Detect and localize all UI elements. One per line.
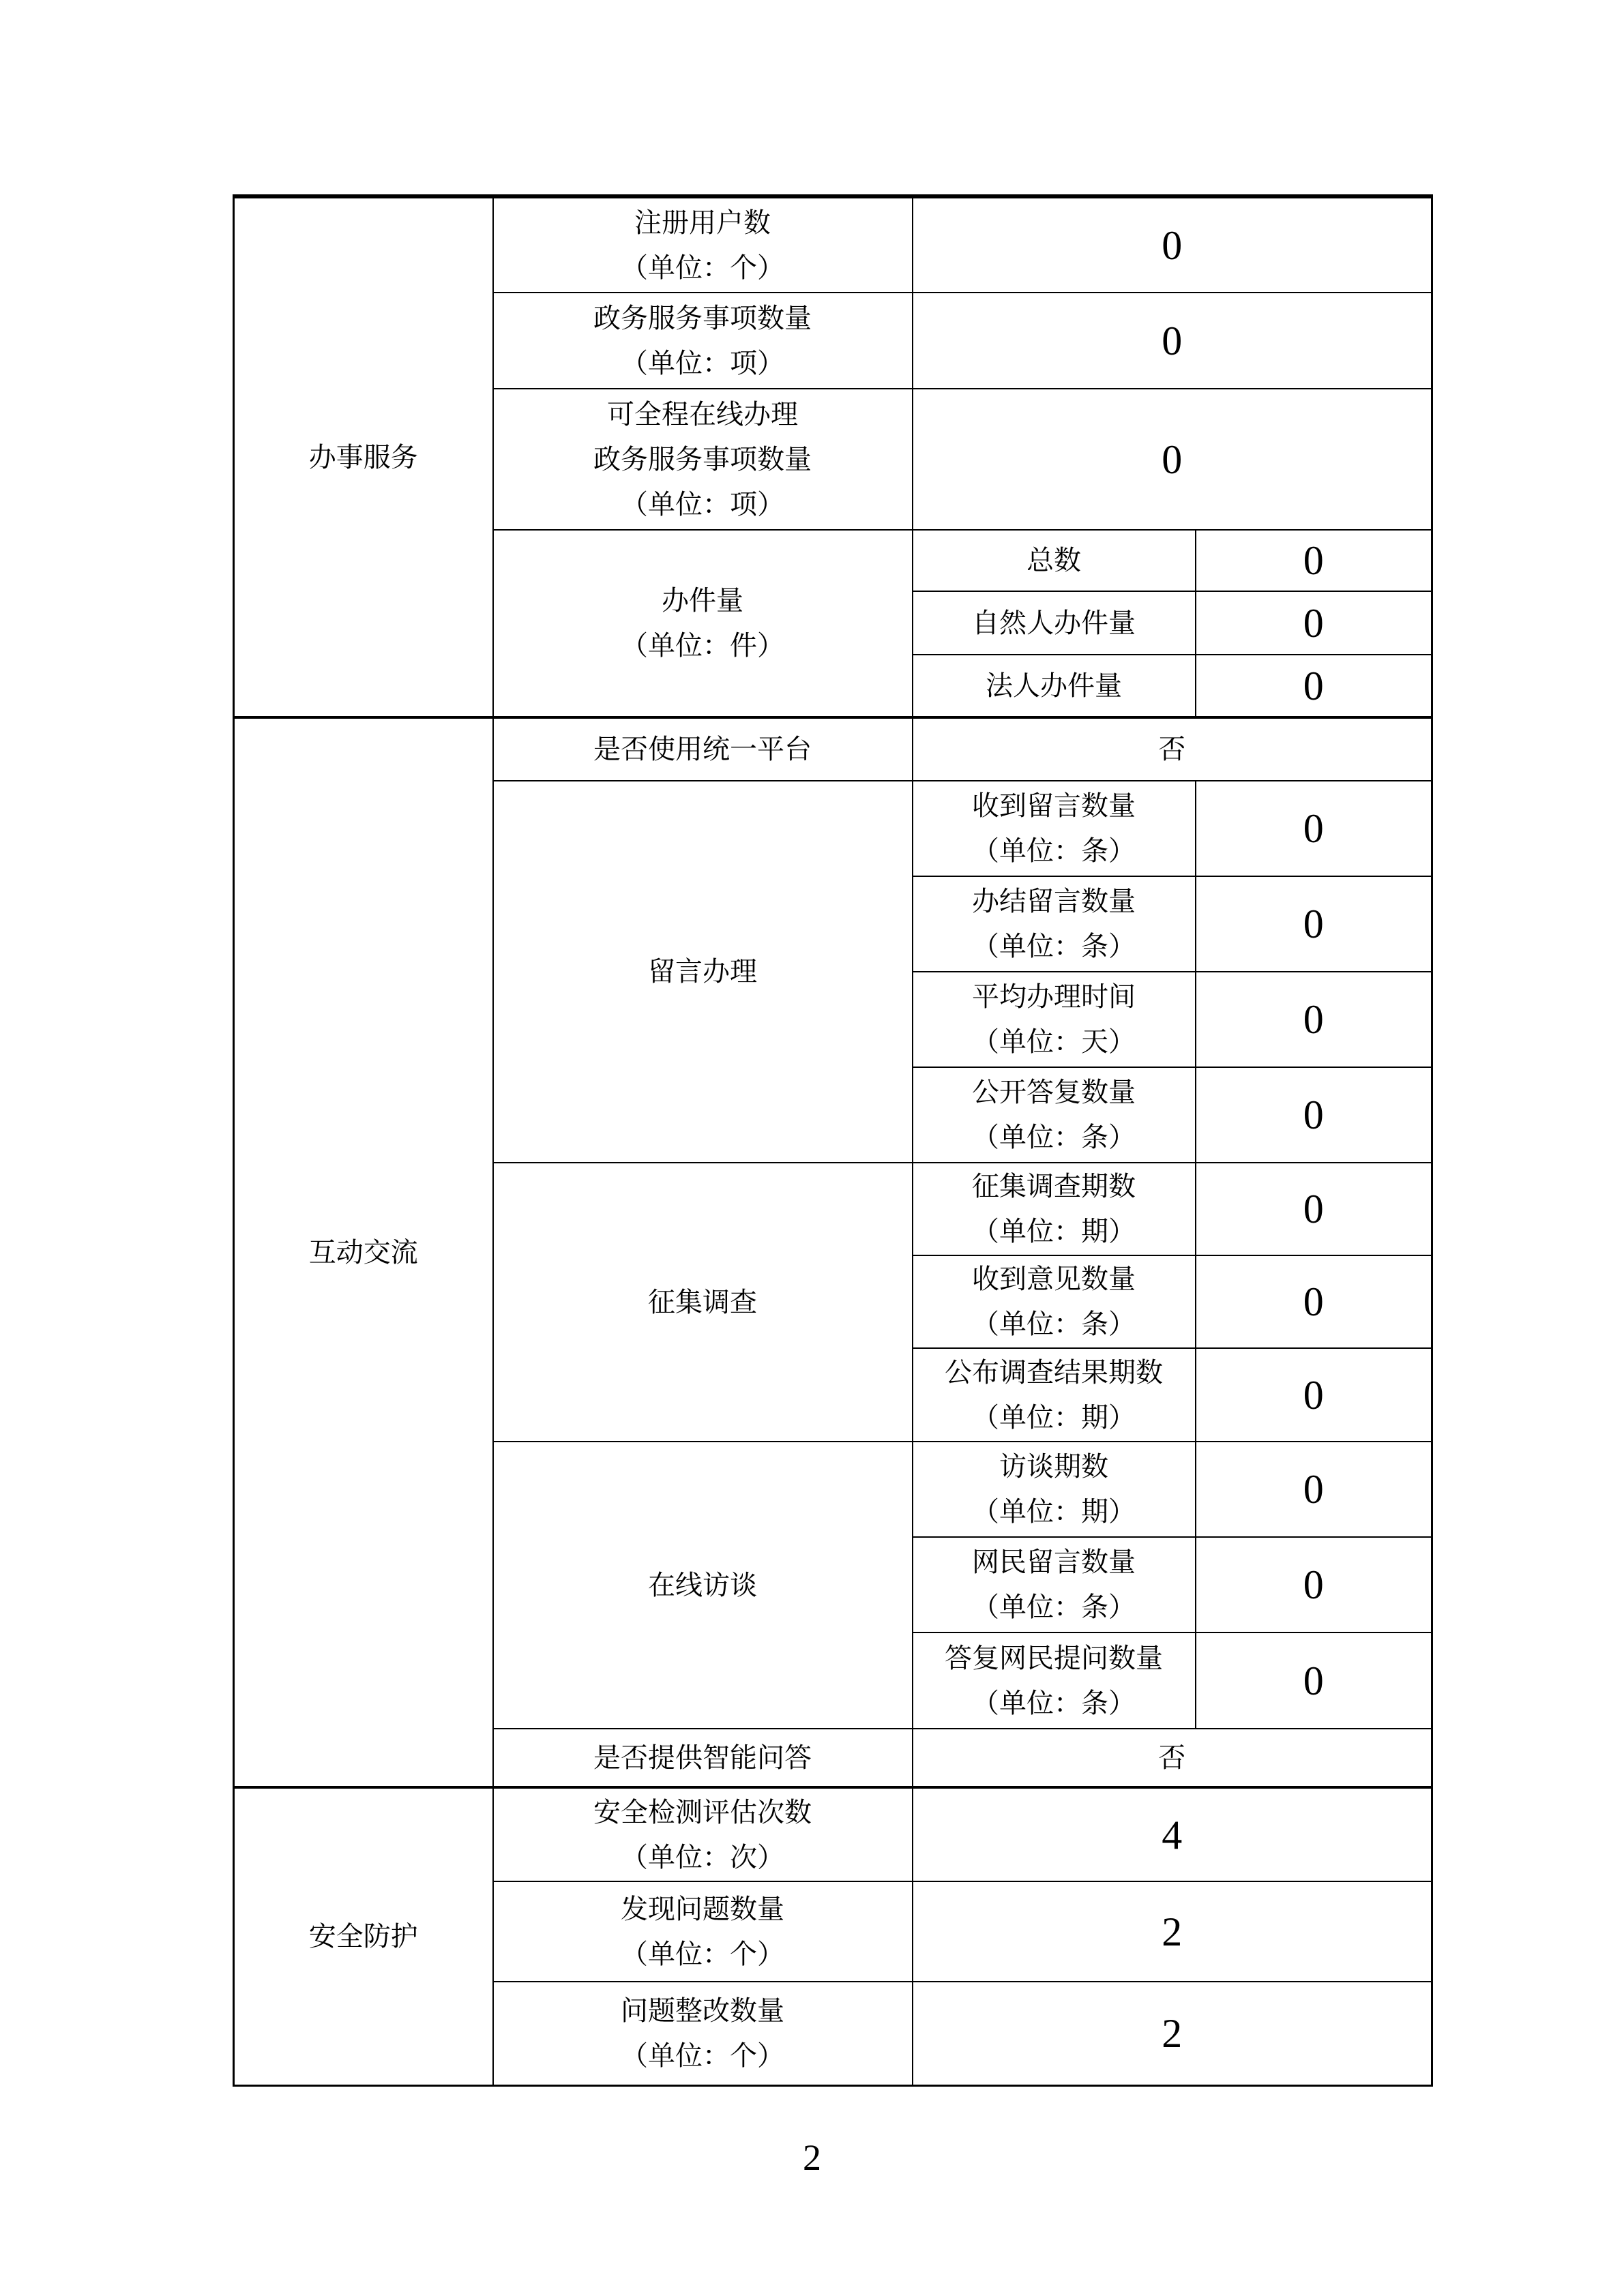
- item-label: 办件量: [662, 585, 743, 616]
- subitem-label-cell: [913, 1632, 1196, 1729]
- subitem-unit: （单位：条）: [972, 1687, 1136, 1718]
- item-unit: （单位：件）: [621, 630, 784, 661]
- subitem-label: 公布调查结果期数: [945, 1356, 1163, 1388]
- value-cell: 0: [1196, 1537, 1432, 1632]
- item-label: 政务服务事项数量: [593, 302, 812, 333]
- item-label-cell: [493, 196, 913, 293]
- subitem-label-cell: [913, 1163, 1196, 1255]
- subitem-label-cell: [913, 1442, 1196, 1537]
- value-cell: 0: [1196, 1632, 1432, 1729]
- subitem-unit: （单位：天）: [972, 1026, 1136, 1057]
- item-unit: （单位：个）: [621, 1938, 784, 1969]
- item-label-cell: [493, 1982, 913, 2085]
- section-name: 办事服务: [308, 441, 418, 473]
- item-unit: （单位：次）: [621, 1841, 784, 1873]
- item-label: 可全程在线办理: [607, 398, 798, 430]
- subitem-label: 答复网民提问数量: [945, 1642, 1163, 1673]
- item-label: 是否使用统一平台: [593, 734, 812, 764]
- subitem-label: 征集调查期数: [972, 1171, 1136, 1202]
- item-label-cell: [493, 389, 913, 530]
- subitem-unit: （单位：条）: [972, 1592, 1136, 1622]
- subitem-label-cell: [913, 1067, 1196, 1163]
- section-name-cell: [234, 717, 493, 1787]
- table-row: [234, 717, 1432, 781]
- value-cell: 0: [1196, 781, 1432, 876]
- item-group-cell: [493, 530, 913, 717]
- value-cell: 0: [913, 293, 1432, 389]
- item-unit: （单位：个）: [621, 2040, 784, 2071]
- annual-report-table: [233, 194, 1433, 2087]
- value-cell: 0: [913, 389, 1432, 530]
- item-label-cell: [493, 293, 913, 389]
- value-cell: 0: [1196, 1348, 1432, 1442]
- item-label: 问题整改数量: [621, 1995, 784, 2026]
- value-cell: 2: [913, 1881, 1432, 1982]
- subitem-label-cell: [913, 876, 1196, 972]
- page-number: 2: [803, 2137, 821, 2178]
- subitem-label-cell: [913, 1255, 1196, 1348]
- item-label: 在线访谈: [648, 1569, 757, 1600]
- subitem-label: 收到留言数量: [972, 790, 1136, 821]
- subitem-label-cell: [913, 530, 1196, 591]
- value-cell: 0: [1196, 876, 1432, 972]
- item-label: 安全检测评估次数: [593, 1796, 812, 1828]
- item-unit: （单位：项）: [621, 488, 784, 520]
- subitem-label-cell: [913, 591, 1196, 655]
- value-cell: 2: [913, 1982, 1432, 2085]
- subitem-unit: （单位：期）: [972, 1216, 1136, 1247]
- subitem-unit: （单位：期）: [972, 1496, 1136, 1527]
- item-label: 政务服务事项数量: [593, 443, 812, 475]
- subitem-unit: （单位：条）: [972, 1309, 1136, 1339]
- item-label: 注册用户数: [634, 207, 771, 238]
- subitem-label: 办结留言数量: [972, 886, 1136, 916]
- subitem-unit: （单位：期）: [972, 1401, 1136, 1433]
- item-group-cell: [493, 1163, 913, 1442]
- section-name: 安全防护: [308, 1920, 418, 1952]
- value-cell: 0: [1196, 655, 1432, 717]
- item-label-cell: [493, 1787, 913, 1881]
- item-group-cell: [493, 781, 913, 1163]
- item-label: 发现问题数量: [621, 1893, 784, 1924]
- item-label-cell: [493, 1881, 913, 1982]
- item-unit: （单位：项）: [621, 347, 784, 378]
- item-label: 征集调查: [648, 1286, 757, 1317]
- value-cell: 0: [1196, 1163, 1432, 1255]
- value-cell: 0: [1196, 1067, 1432, 1163]
- value-cell: 0: [913, 196, 1432, 293]
- subitem-label: 法人办件量: [986, 670, 1122, 701]
- section-name: 互动交流: [308, 1236, 418, 1268]
- item-label-cell: [493, 1729, 913, 1787]
- subitem-label-cell: [913, 1537, 1196, 1632]
- subitem-label: 总数: [1027, 545, 1081, 576]
- item-label: 留言办理: [648, 956, 757, 987]
- value-cell: 0: [1196, 972, 1432, 1067]
- subitem-label: 自然人办件量: [972, 607, 1136, 638]
- section-name-cell: [234, 196, 493, 717]
- subitem-label: 网民留言数量: [972, 1547, 1136, 1577]
- subitem-label-cell: [913, 972, 1196, 1067]
- value-cell: 0: [1196, 591, 1432, 655]
- value-cell: 否: [913, 717, 1432, 781]
- subitem-unit: （单位：条）: [972, 1122, 1136, 1152]
- table-row: [234, 196, 1432, 293]
- item-label: 是否提供智能问答: [593, 1742, 812, 1773]
- subitem-label-cell: [913, 655, 1196, 717]
- item-group-cell: [493, 1442, 913, 1729]
- subitem-label-cell: [913, 781, 1196, 876]
- subitem-label: 收到意见数量: [972, 1264, 1136, 1294]
- value-cell: 0: [1196, 530, 1432, 591]
- table-row: [234, 1787, 1432, 1881]
- item-label-cell: [493, 717, 913, 781]
- subitem-unit: （单位：条）: [972, 835, 1136, 866]
- subitem-label: 公开答复数量: [972, 1077, 1136, 1107]
- value-cell: 0: [1196, 1255, 1432, 1348]
- value-cell: 否: [913, 1729, 1432, 1787]
- subitem-label: 访谈期数: [999, 1451, 1108, 1482]
- item-unit: （单位：个）: [621, 252, 784, 283]
- value-cell: 0: [1196, 1442, 1432, 1537]
- value-cell: 4: [913, 1787, 1432, 1881]
- subitem-label: 平均办理时间: [972, 981, 1136, 1012]
- subitem-label-cell: [913, 1348, 1196, 1442]
- section-name-cell: [234, 1787, 493, 2085]
- subitem-unit: （单位：条）: [972, 931, 1136, 961]
